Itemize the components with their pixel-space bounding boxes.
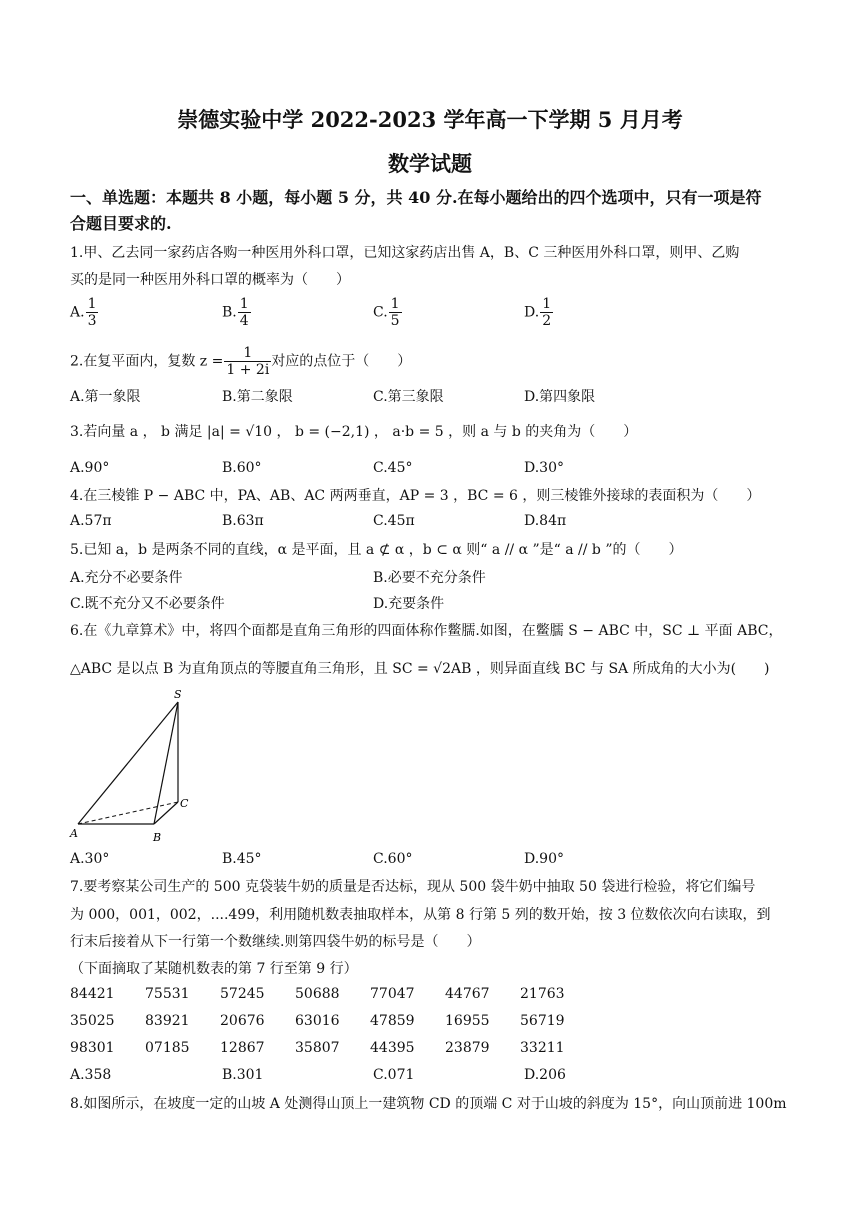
q7-option-b: B.301 — [222, 1067, 264, 1083]
q4-options — [70, 513, 790, 537]
q1-option-a: A. $\frac{1}{3}$ — [70, 296, 97, 329]
q5-option-d: D.充要条件 — [373, 596, 445, 612]
q6-options — [70, 851, 790, 875]
q2-options — [70, 386, 790, 410]
q3-options — [70, 460, 790, 484]
q3-option-a: A.90° — [70, 460, 110, 476]
q6-option-c: C.60° — [373, 851, 413, 867]
q7-options — [70, 1067, 790, 1091]
q7-option-a: A.358 — [70, 1067, 112, 1083]
q3-option-d: D.30° — [524, 460, 564, 476]
q2-option-a: A.第一象限 — [70, 389, 141, 405]
q5-option-a: A.充分不必要条件 — [70, 570, 183, 586]
q6-option-a: A.30° — [70, 851, 110, 867]
q1-option-c: C. $\frac{1}{5}$ — [373, 296, 400, 329]
q2-option-b: B.第二象限 — [222, 389, 293, 405]
q8-line1: 8.如图所示，在坡度一定的山坡 A 处测得山顶上一建筑物 CD 的顶端 C 对于山坡的斜度为 15°，向山顶前进 100m — [70, 1096, 787, 1112]
vertex-label-a: A — [70, 827, 78, 840]
q4-option-c: C.45π — [373, 513, 415, 529]
q1-option-b: B. $\frac{1}{4}$ — [222, 296, 249, 329]
q3-option-b: B.60° — [222, 460, 262, 476]
q1-line2: 买的是同一种医用外科口罩的概率为（ ） — [70, 272, 350, 288]
tetrahedron-figure — [66, 686, 196, 848]
q6-option-d: D.90° — [524, 851, 564, 867]
q5-option-c: C.既不充分又不必要条件 — [70, 596, 225, 612]
q7-line2: 为 000，001，002，....499，利用随机数表抽取样本，从第 8 行第 5 列的数开始，按 3 位数依次向右读取，到 — [70, 907, 771, 923]
vertex-label-c: C — [180, 797, 189, 810]
q4-option-a: A.57π — [70, 513, 112, 529]
q4-stem: 4.在三棱锥 P − ABC 中，PA、AB、AC 两两垂直，AP = 3 ，BC = 6 ，则三棱锥外接球的表面积为（ ） — [70, 488, 761, 504]
q7-line1: 7.要考察某公司生产的 500 克袋装牛奶的质量是否达标，现从 500 袋牛奶中抽取 50 袋进行检验，将它们编号 — [70, 879, 756, 895]
q6-option-b: B.45° — [222, 851, 262, 867]
q6-line1: 6.在《九章算术》中，将四个面都是直角三角形的四面体称作鳖臑.如图，在鳖臑 S − ABC 中，SC ⊥ 平面 ABC， — [70, 623, 783, 639]
q5-option-b: B.必要不充分条件 — [373, 570, 486, 586]
q2-stem: 2.在复平面内，复数 z = $\frac{1}{1 + 2i}$ 对应的点位于（ ） — [70, 345, 412, 378]
exam-subtitle: 数学试题 — [388, 151, 472, 176]
section-heading-line2: 合题目要求的. — [70, 214, 172, 233]
q5-options-row2 — [70, 593, 790, 617]
q3-option-c: C.45° — [373, 460, 413, 476]
exam-title: 崇德实验中学 2022-2023 学年高一下学期 5 月月考 — [177, 107, 683, 132]
section-heading-line1: 一、单选题：本题共 8 小题，每小题 5 分，共 40 分.在每小题给出的四个选项中，只有一项是符 — [70, 188, 762, 207]
random-table-row-9: 98301 07185 12867 35807 44395 23879 33211 — [70, 1040, 565, 1056]
q5-stem: 5.已知 a，b 是两条不同的直线，α 是平面，且 a ⊄ α ，b ⊂ α 则“ a // α ”是“ a // b ”的（ ） — [70, 542, 683, 558]
q3-stem: 3.若向量 a ， b 满足 |a| = √10 ， b = (−2,1) ， a·b = 5 ，则 a 与 b 的夹角为（ ） — [70, 424, 638, 440]
q7-line3: 行末后接着从下一行第一个数继续.则第四袋牛奶的标号是（ ） — [70, 934, 481, 950]
q7-option-c: C.071 — [373, 1067, 415, 1083]
q6-line2: △ABC 是以点 B 为直角顶点的等腰直角三角形，且 SC = √2AB ，则异面直线 BC 与 SA 所成角的大小为( ) — [70, 661, 770, 677]
vertex-label-s: S — [174, 688, 182, 701]
q5-options-row1 — [70, 567, 790, 591]
q1-line1: 1.甲、乙去同一家药店各购一种医用外科口罩，已知这家药店出售 A，B、C 三种医用外科口罩，则甲、乙购 — [70, 245, 740, 261]
q2-option-d: D.第四象限 — [524, 389, 596, 405]
q7-note: （下面摘取了某随机数表的第 7 行至第 9 行） — [70, 961, 358, 977]
q2-option-c: C.第三象限 — [373, 389, 444, 405]
random-table-row-8: 35025 83921 20676 63016 47859 16955 56719 — [70, 1013, 565, 1029]
q4-option-d: D.84π — [524, 513, 567, 529]
vertex-label-b: B — [153, 831, 162, 844]
q1-options — [70, 296, 790, 329]
q4-option-b: B.63π — [222, 513, 264, 529]
q7-option-d: D.206 — [524, 1067, 566, 1083]
q1-option-d: D. $\frac{1}{2}$ — [524, 296, 552, 329]
random-table-row-7: 84421 75531 57245 50688 77047 44767 21763 — [70, 986, 565, 1002]
